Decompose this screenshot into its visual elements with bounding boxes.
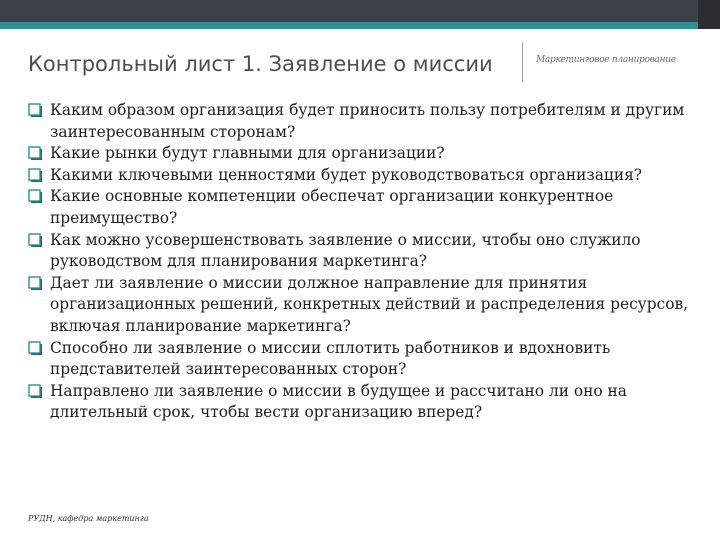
checkbox-square-icon bbox=[28, 233, 43, 248]
top-bar-accent bbox=[0, 22, 720, 29]
list-item-text: Каким образом организация будет приносить пользу потребителям и другим заинтересованным сторонам? bbox=[50, 101, 685, 141]
list-item bbox=[28, 338, 698, 381]
list-item-text: Какие рынки будут главными для организации? bbox=[50, 144, 445, 163]
checkbox-square-icon bbox=[28, 168, 43, 183]
list-item-text: Направлено ли заявление о миссии в будущее и рассчитано ли оно на длительный срок, чтобы вести организацию вперед? bbox=[50, 381, 627, 422]
top-bar-corner bbox=[698, 0, 720, 29]
title-divider bbox=[522, 42, 523, 82]
list-item-text: Какие основные компетенции обеспечат организации конкурентное преимущество? bbox=[50, 187, 614, 227]
list-item-text: Как можно усовершенствовать заявление о миссии, чтобы оно служило руководством для планирования маркетинга? bbox=[50, 230, 641, 271]
list-item bbox=[28, 165, 698, 187]
list-item bbox=[28, 230, 698, 273]
list-item-text: Какими ключевыми ценностями будет руководствоваться организация? bbox=[50, 165, 643, 184]
list-item bbox=[28, 100, 698, 143]
slide-subtitle: Маркетинговое планирование bbox=[536, 55, 676, 65]
list-item-text: Дает ли заявление о миссии должное направление для принятия организационных решений, конкретных действий и распределения ресурсов, включая планирование маркетинга? bbox=[50, 273, 689, 335]
list-item bbox=[28, 381, 698, 424]
checkbox-square-icon bbox=[28, 384, 43, 399]
list-item bbox=[28, 186, 698, 229]
top-bar bbox=[0, 0, 720, 22]
checkbox-square-icon bbox=[28, 341, 43, 356]
list-item-text: Способно ли заявление о миссии сплотить работников и вдохновить представителей заинтересованных сторон? bbox=[50, 338, 611, 379]
slide-footer: РУДН, кафедра маркетинга bbox=[28, 514, 149, 523]
checkbox-square-icon bbox=[28, 146, 43, 161]
checkbox-square-icon bbox=[28, 276, 43, 291]
checkbox-square-icon bbox=[28, 103, 43, 118]
checklist bbox=[28, 100, 698, 424]
list-item bbox=[28, 273, 698, 338]
slide-title: Контрольный лист 1. Заявление о миссии bbox=[28, 52, 493, 76]
checkbox-square-icon bbox=[28, 189, 43, 204]
list-item bbox=[28, 143, 698, 165]
